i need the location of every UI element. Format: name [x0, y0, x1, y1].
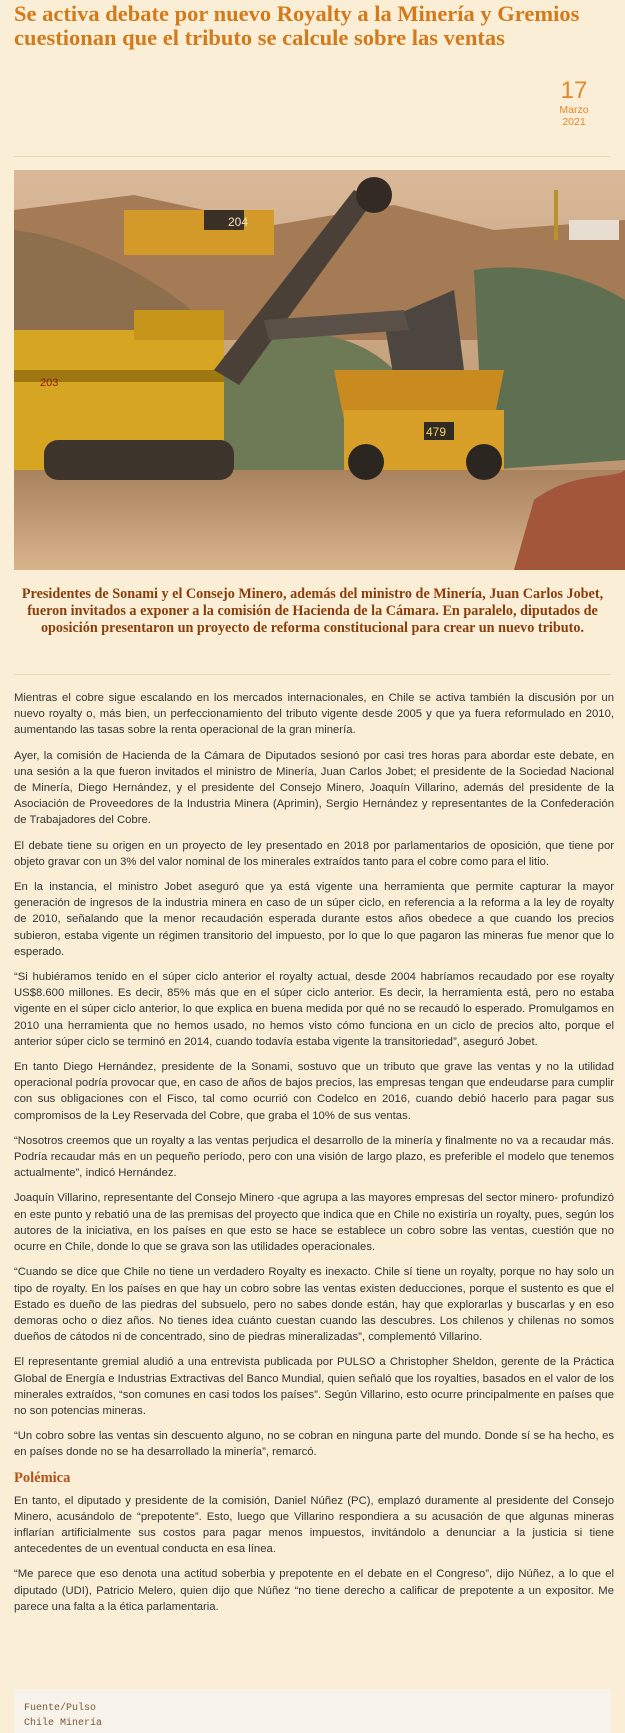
paragraph: En la instancia, el ministro Jobet aseguró que ya está vigente una herramienta que permite capturar la mayor generación de ingresos de la industria minera en caso de un súper ciclo, en referencia a la reforma a la ley de royalty de 2010, señalando que la menor recaudación esperada durante estos años obedece a que cuando los precios subieron, estaba vigente un régimen transitorio del impuesto, por lo que lo que pagaron las mineras fue menor que lo esperado. [14, 881, 614, 958]
svg-text:204: 204 [228, 215, 249, 229]
mining-scene-illustration [14, 170, 625, 570]
paragraph: El representante gremial aludió a una entrevista publicada por PULSO a Christopher Sheldon, gerente de la Práctica Global de Energía e Industrias Extractivas del Banco Mundial, quien señaló que los royalties, basados en el valor de los minerales extraídos, “son comunes en casi todos los países”. Según Villarino, esto ocurre principalmente en países que no son potencias mineras. [14, 1356, 614, 1417]
paragraph: Ayer, la comisión de Hacienda de la Cámara de Diputados sesionó por casi tres horas para abordar este debate, en una sesión a la que fueron invitados el ministro de Minería, Juan Carlos Jobet; el presidente de la Sociedad Nacional de Minería, Diego Hernández, y el presidente del Consejo Minero, Joaquín Villarino, además del presidente de la Asociación de Proveedores de la Industria Minera (Aprimin), Sergio Hernández y representantes de la Confederación de Trabajadores del Cobre. [14, 749, 614, 827]
paragraph: Joaquín Villarino, representante del Consejo Minero -que agrupa a las mayores empresas del sector minero- profundizó en este punto y rebatió una de las premisas del proyecto que indica que en Chile no existiría un royalty, pues, según los autores de la iniciativa, en los países en que esto se hace se establece un cobro sobre las ventas, cuestión que no ocurre en Chile, donde lo que se grava son las utilidades operacionales. [14, 1192, 614, 1254]
article-date [549, 78, 599, 128]
paragraph: El debate tiene su origen en un proyecto de ley presentado en 2018 por parlamentarios de oposición, que tiene por objeto gravar con un 3% del valor nominal de los minerales extraídos tanto para el cobre como para el litio. [14, 839, 614, 868]
article-header [0, 0, 625, 156]
paragraph: En tanto Diego Hernández, presidente de la Sonami, sostuvo que un tributo que grave las ventas y no la utilidad operacional podría provocar que, en caso de años de bajos precios, las empresas tengan que endeudarse para cumplir con sus obligaciones con el Fisco, tal como ocurrió con Codelco en 2016, cuando debió hacerlo para pagar sus compromisos de la Ley Reservada del Cobre, que graba el 10% de sus ventas. [14, 1061, 614, 1122]
source-line: Fuente/Pulso [24, 1703, 97, 1714]
svg-text:203: 203 [40, 377, 59, 389]
paragraph: “Me parece que eso denota una actitud soberbia y prepotente en el debate en el Congreso”, dijo Núñez, a lo que el diputado (UDI), Patricio Melero, quien dijo que Núñez “no tiene derecho a calificar de prepotente a un expositor. Me parece una falta a la ética parlamentaria. [14, 1568, 614, 1613]
lead-divider [14, 674, 611, 675]
date-day: 17 [560, 77, 588, 104]
article-title: Se activa debate por nuevo Royalty a la Minería y Gremios cuestionan que el tributo se calcule sobre las ventas [14, 1, 580, 50]
header-divider [14, 156, 611, 157]
paragraph: “Si hubiéramos tenido en el súper ciclo anterior el royalty actual, desde 2004 habríamos recaudado por ese royalty US$8.600 millones. Es decir, 85% más que en el súper ciclo anterior. Es decir, la herramienta está, pero no estaba vigente en el súper ciclo anterior, lo que explica en buena medida por qué no se recaudó lo esperado. Promulgamos en 2010 una herramienta que no hemos usado, no hemos visto cómo funciona en un ciclo de precios alto, porque el anterior súper ciclo se terminó en 2014, cuando todavía estaba vigente la transitoriedad”, aseguró Jobet. [14, 971, 614, 1048]
section-heading: Polémica [14, 1469, 71, 1486]
article-lead: Presidentes de Sonami y el Consejo Minero, además del ministro de Minería, Juan Carlos Jobet, fueron invitados a exponer a la comisión de Hacienda de la Cámara. En paralelo, diputados de oposición presentaron un proyecto de reforma constitucional para crear un nuevo tributo. [21, 586, 604, 636]
date-month: Marzo [559, 104, 589, 116]
paragraph: Mientras el cobre sigue escalando en los mercados internacionales, en Chile se activa también la discusión por un nuevo royalty o, más bien, un perfeccionamiento del tributo vigente desde 2005 y que ya fuera reformulado en 2010, aumentando las tasas sobre la renta operacional de la gran minería. [14, 692, 614, 737]
date-year: 2021 [562, 116, 586, 128]
source-box [14, 1689, 611, 1733]
svg-text:479: 479 [426, 425, 447, 439]
article-body [14, 690, 614, 1624]
source-line: Chile Minería [24, 1718, 103, 1729]
article-photo [14, 170, 625, 570]
paragraph: “Cuando se dice que Chile no tiene un verdadero Royalty es inexacto. Chile sí tiene un royalty, porque no hay solo un tipo de royalty. En los países en que hay un cobro sobre las ventas existen deducciones, porque el sustento es que el Estado es dueño de las piedras del subsuelo, pero no sabes donde están, hay que explorarlas y buscarlas y en eso demoras ocho o diez años. No tienes idea cuánto cuestan cuando las descubres. Los chilenos y chilenas no somos dueños de cátodos ni de concentrado, sino de piedras mineralizadas”, complementó Villarino. [14, 1266, 614, 1344]
paragraph: En tanto, el diputado y presidente de la comisión, Daniel Núñez (PC), emplazó duramente al presidente del Consejo Minero, acusándolo de “prepotente”. Esto, luego que Villarino respondiera a su acusación de que algunas mineras inflarían artificialmente sus costos para pagar menos impuestos, invitándolo a denunciar a la justicia si tiene antecedentes de un eventual conducta en esa línea. [14, 1494, 614, 1556]
paragraph: “Nosotros creemos que un royalty a las ventas perjudica el desarrollo de la minería y finalmente no va a recaudar más. Podría recaudar más en un pequeño período, pero con una visión de largo plazo, es preferible el modelo que tenemos actualmente”, indicó Hernández. [14, 1134, 614, 1180]
paragraph: “Un cobro sobre las ventas sin descuento alguno, no se cobran en ninguna parte del mundo. Donde sí se ha hecho, es en países donde no se ha desarrollado la minería”, remarcó. [14, 1430, 614, 1459]
